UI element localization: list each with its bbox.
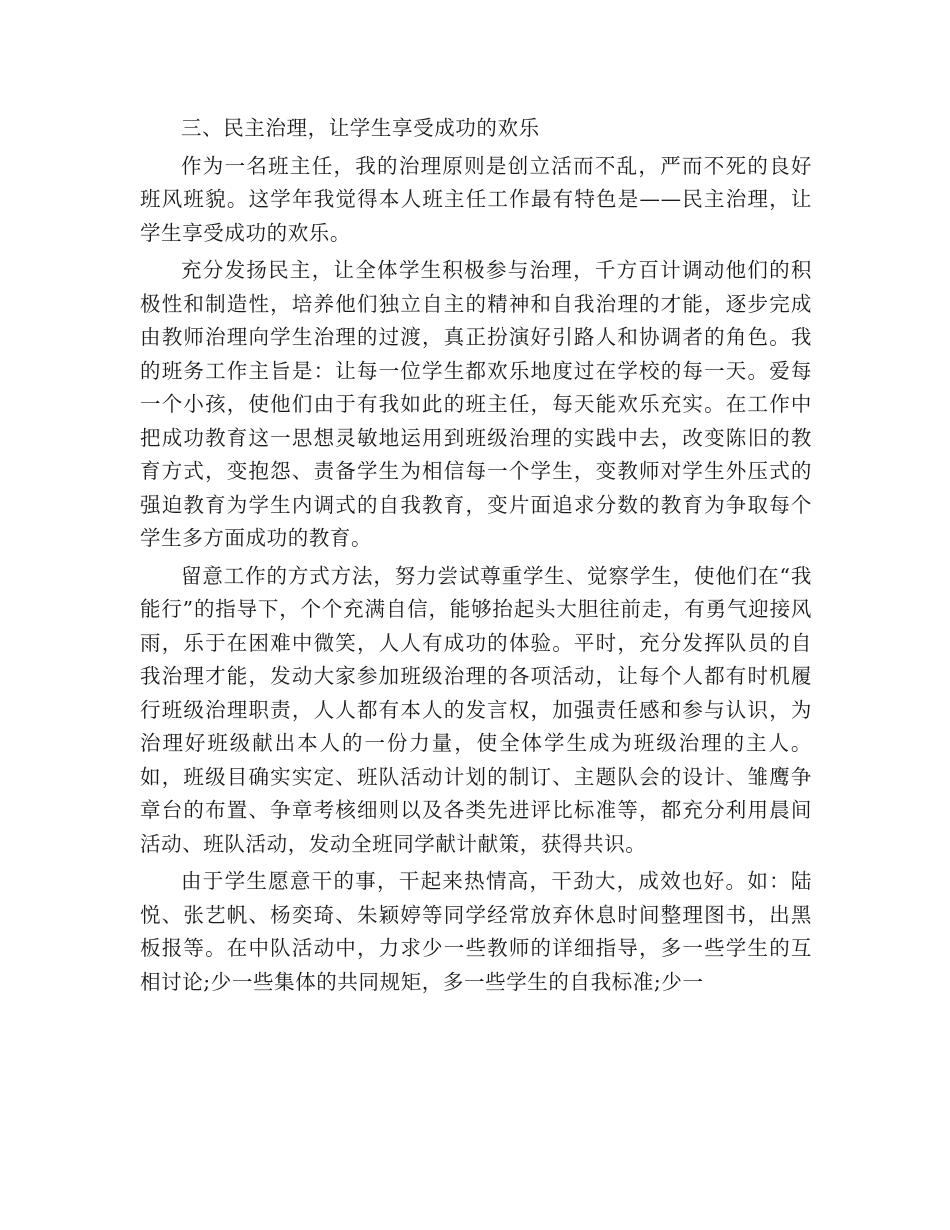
document-body — [140, 112, 812, 1003]
section-heading: 三、民主治理，让学生享受成功的欢乐 — [181, 116, 540, 140]
paragraph-2: 充分发扬民主，让全体学生积极参与治理，千方百计调动他们的积极性和制造性，培养他们独立自主的精神和自我治理的才能，逐步完成由教师治理向学生治理的过渡，真正扮演好引路人和协调者的角色。我的班务工作主旨是：让每一位学生都欢乐地度过在学校的每一天。爱每一个小孩，使他们由于有我如此的班主任，每天能欢乐充实。在工作中把成功教育这一思想灵敏地运用到班级治理的实践中去，改变陈旧的教育方式，变抱怨、责备学生为相信每一个学生，变教师对学生外压式的强迫教育为学生内调式的自我教育，变片面追求分数的教育为争取每个学生多方面成功的教育。 — [140, 258, 812, 550]
paragraph-3: 留意工作的方式方法，努力尝试尊重学生、觉察学生，使他们在“我能行”的指导下，个个充满自信，能够抬起头大胆往前走，有勇气迎接风雨，乐于在困难中微笑，人人有成功的体验。平时，充分发挥队员的自我治理才能，发动大家参加班级治理的各项活动，让每个人都有时机履行班级治理职责，人人都有本人的发言权，加强责任感和参与认识，为治理好班级献出本人的一份力量，使全体学生成为班级治理的主人。如，班级目确实实定、班队活动计划的制订、主题队会的设计、雏鹰争章台的布置、争章考核细则以及各类先进评比标准等，都充分利用晨间活动、班队活动，发动全班同学献计献策，获得共识。 — [140, 563, 812, 856]
paragraph-1: 作为一名班主任，我的治理原则是创立活而不乱，严而不死的良好班风班貌。这学年我觉得本人班主任工作最有特色是——民主治理，让学生享受成功的欢乐。 — [140, 153, 812, 245]
paragraph-4: 由于学生愿意干的事，干起来热情高，干劲大，成效也好。如：陆悦、张艺帆、杨奕琦、朱颖婷等同学经常放弃休息时间整理图书，出黑板报等。在中队活动中，力求少一些教师的详细指导，多一些学生的互相讨论;少一些集体的共同规矩，多一些学生的自我标准;少一 — [140, 869, 812, 994]
